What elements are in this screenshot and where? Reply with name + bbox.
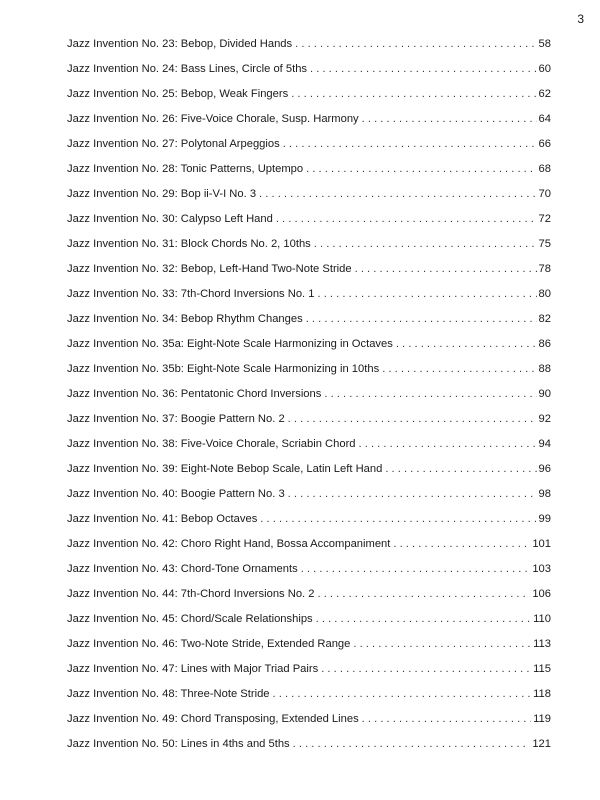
toc-entry[interactable] <box>67 438 551 463</box>
toc-entry[interactable] <box>67 713 551 738</box>
toc-entry-title: Jazz Invention No. 35a: Eight-Note Scale Harmonizing in Octaves <box>67 338 393 350</box>
toc-entry-page: 99 <box>538 513 551 525</box>
toc-entry-page: 113 <box>533 638 551 650</box>
toc-entry-title: Jazz Invention No. 24: Bass Lines, Circle of 5ths <box>67 63 308 75</box>
toc-entry-title: Jazz Invention No. 41: Bebop Octaves <box>67 513 258 525</box>
toc-entry-title: Jazz Invention No. 30: Calypso Left Hand <box>67 213 273 225</box>
dot-leader <box>295 38 536 50</box>
dot-leader <box>276 213 537 225</box>
toc-entry[interactable] <box>67 188 551 213</box>
toc-entry-page: 60 <box>538 63 551 75</box>
toc-entry-page: 82 <box>538 313 551 325</box>
toc-entry[interactable] <box>67 88 551 113</box>
dot-leader <box>318 288 537 300</box>
toc-entry-title: Jazz Invention No. 34: Bebop Rhythm Changes <box>67 313 303 325</box>
toc-entry-title: Jazz Invention No. 42: Choro Right Hand, Bossa Accompaniment <box>67 538 391 550</box>
toc-entry-page: 58 <box>538 38 551 50</box>
toc-entry[interactable] <box>67 238 551 263</box>
toc-entry-title: Jazz Invention No. 35b: Eight-Note Scale Harmonizing in 10ths <box>67 363 380 375</box>
toc-entry-page: 70 <box>538 188 551 200</box>
toc-entry[interactable] <box>67 388 551 413</box>
toc-entry-title: Jazz Invention No. 48: Three-Note Stride <box>67 688 270 700</box>
toc-entry-title: Jazz Invention No. 49: Chord Transposing, Extended Lines <box>67 713 359 725</box>
toc-entry-title: Jazz Invention No. 45: Chord/Scale Relationships <box>67 613 313 625</box>
toc-entry-page: 98 <box>538 488 551 500</box>
dot-leader <box>310 63 537 75</box>
toc-entry-title: Jazz Invention No. 25: Bebop, Weak Fingers <box>67 88 289 100</box>
toc-entry-page: 75 <box>538 238 551 250</box>
toc-entry[interactable] <box>67 263 551 288</box>
toc-entry[interactable] <box>67 463 551 488</box>
toc-entry-page: 72 <box>538 213 551 225</box>
toc-entry[interactable] <box>67 163 551 188</box>
dot-leader <box>362 113 537 125</box>
toc-entry[interactable] <box>67 663 551 688</box>
toc-entry-page: 101 <box>532 538 551 550</box>
toc-entry-page: 115 <box>533 663 551 675</box>
toc-entry[interactable] <box>67 613 551 638</box>
dot-leader <box>259 188 537 200</box>
toc-entry-title: Jazz Invention No. 36: Pentatonic Chord Inversions <box>67 388 322 400</box>
toc-entry-title: Jazz Invention No. 32: Bebop, Left-Hand Two-Note Stride <box>67 263 352 275</box>
dot-leader <box>316 613 532 625</box>
dot-leader <box>291 88 536 100</box>
toc-entry[interactable] <box>67 363 551 388</box>
toc-entry-title: Jazz Invention No. 44: 7th-Chord Inversions No. 2 <box>67 588 315 600</box>
toc-entry[interactable] <box>67 588 551 613</box>
toc-entry[interactable] <box>67 638 551 663</box>
toc-entry-title: Jazz Invention No. 37: Boogie Pattern No. 2 <box>67 413 285 425</box>
dot-leader <box>288 413 537 425</box>
toc-entry[interactable] <box>67 488 551 513</box>
toc-entry-page: 90 <box>538 388 551 400</box>
toc-entry-page: 106 <box>532 588 551 600</box>
toc-entry[interactable] <box>67 413 551 438</box>
toc-entry-page: 64 <box>538 113 551 125</box>
toc-entry-title: Jazz Invention No. 40: Boogie Pattern No. 3 <box>67 488 285 500</box>
toc-entry-title: Jazz Invention No. 27: Polytonal Arpeggios <box>67 138 280 150</box>
toc-entry-page: 92 <box>538 413 551 425</box>
dot-leader <box>306 313 537 325</box>
toc-entry[interactable] <box>67 138 551 163</box>
table-of-contents <box>67 38 551 763</box>
dot-leader <box>273 688 532 700</box>
dot-leader <box>283 138 537 150</box>
toc-entry-page: 118 <box>533 688 551 700</box>
toc-entry[interactable] <box>67 63 551 88</box>
dot-leader <box>359 438 537 450</box>
dot-leader <box>306 163 536 175</box>
toc-entry-page: 96 <box>538 463 551 475</box>
toc-entry[interactable] <box>67 688 551 713</box>
dot-leader <box>355 263 537 275</box>
toc-entry[interactable] <box>67 513 551 538</box>
dot-leader <box>318 588 531 600</box>
toc-entry-title: Jazz Invention No. 29: Bop ii-V-I No. 3 <box>67 188 257 200</box>
dot-leader <box>396 338 537 350</box>
dot-leader <box>362 713 531 725</box>
toc-entry[interactable] <box>67 38 551 63</box>
toc-entry-title: Jazz Invention No. 38: Five-Voice Chorale, Scriabin Chord <box>67 438 356 450</box>
toc-entry-title: Jazz Invention No. 43: Chord-Tone Ornaments <box>67 563 298 575</box>
toc-entry[interactable] <box>67 213 551 238</box>
toc-entry-page: 66 <box>538 138 551 150</box>
dot-leader <box>314 238 537 250</box>
toc-entry[interactable] <box>67 338 551 363</box>
dot-leader <box>293 738 531 750</box>
dot-leader <box>385 463 536 475</box>
toc-entry-page: 80 <box>538 288 551 300</box>
toc-entry-page: 121 <box>532 738 551 750</box>
toc-entry[interactable] <box>67 313 551 338</box>
toc-entry-page: 119 <box>533 713 551 725</box>
toc-entry-page: 62 <box>538 88 551 100</box>
toc-entry-title: Jazz Invention No. 28: Tonic Patterns, Uptempo <box>67 163 304 175</box>
toc-entry-title: Jazz Invention No. 47: Lines with Major Triad Pairs <box>67 663 319 675</box>
toc-entry[interactable] <box>67 288 551 313</box>
toc-entry-title: Jazz Invention No. 33: 7th-Chord Inversions No. 1 <box>67 288 315 300</box>
toc-entry-title: Jazz Invention No. 50: Lines in 4ths and 5ths <box>67 738 290 750</box>
toc-entry[interactable] <box>67 738 551 763</box>
dot-leader <box>353 638 531 650</box>
dot-leader <box>382 363 536 375</box>
toc-entry-page: 68 <box>538 163 551 175</box>
toc-entry-page: 94 <box>538 438 551 450</box>
toc-entry-page: 78 <box>538 263 551 275</box>
toc-entry-title: Jazz Invention No. 39: Eight-Note Bebop Scale, Latin Left Hand <box>67 463 383 475</box>
toc-entry[interactable] <box>67 563 551 588</box>
toc-entry-title: Jazz Invention No. 31: Block Chords No. 2, 10ths <box>67 238 311 250</box>
toc-entry-page: 86 <box>538 338 551 350</box>
toc-entry[interactable] <box>67 538 551 563</box>
toc-entry-title: Jazz Invention No. 26: Five-Voice Chorale, Susp. Harmony <box>67 113 359 125</box>
dot-leader <box>321 663 531 675</box>
dot-leader <box>393 538 530 550</box>
dot-leader <box>260 513 536 525</box>
toc-entry-page: 110 <box>533 613 551 625</box>
dot-leader <box>324 388 536 400</box>
dot-leader <box>288 488 537 500</box>
dot-leader <box>301 563 531 575</box>
toc-entry[interactable] <box>67 113 551 138</box>
toc-entry-page: 88 <box>538 363 551 375</box>
toc-entry-page: 103 <box>532 563 551 575</box>
toc-entry-title: Jazz Invention No. 23: Bebop, Divided Hands <box>67 38 293 50</box>
toc-entry-title: Jazz Invention No. 46: Two-Note Stride, Extended Range <box>67 638 351 650</box>
page-number: 3 <box>577 12 584 26</box>
